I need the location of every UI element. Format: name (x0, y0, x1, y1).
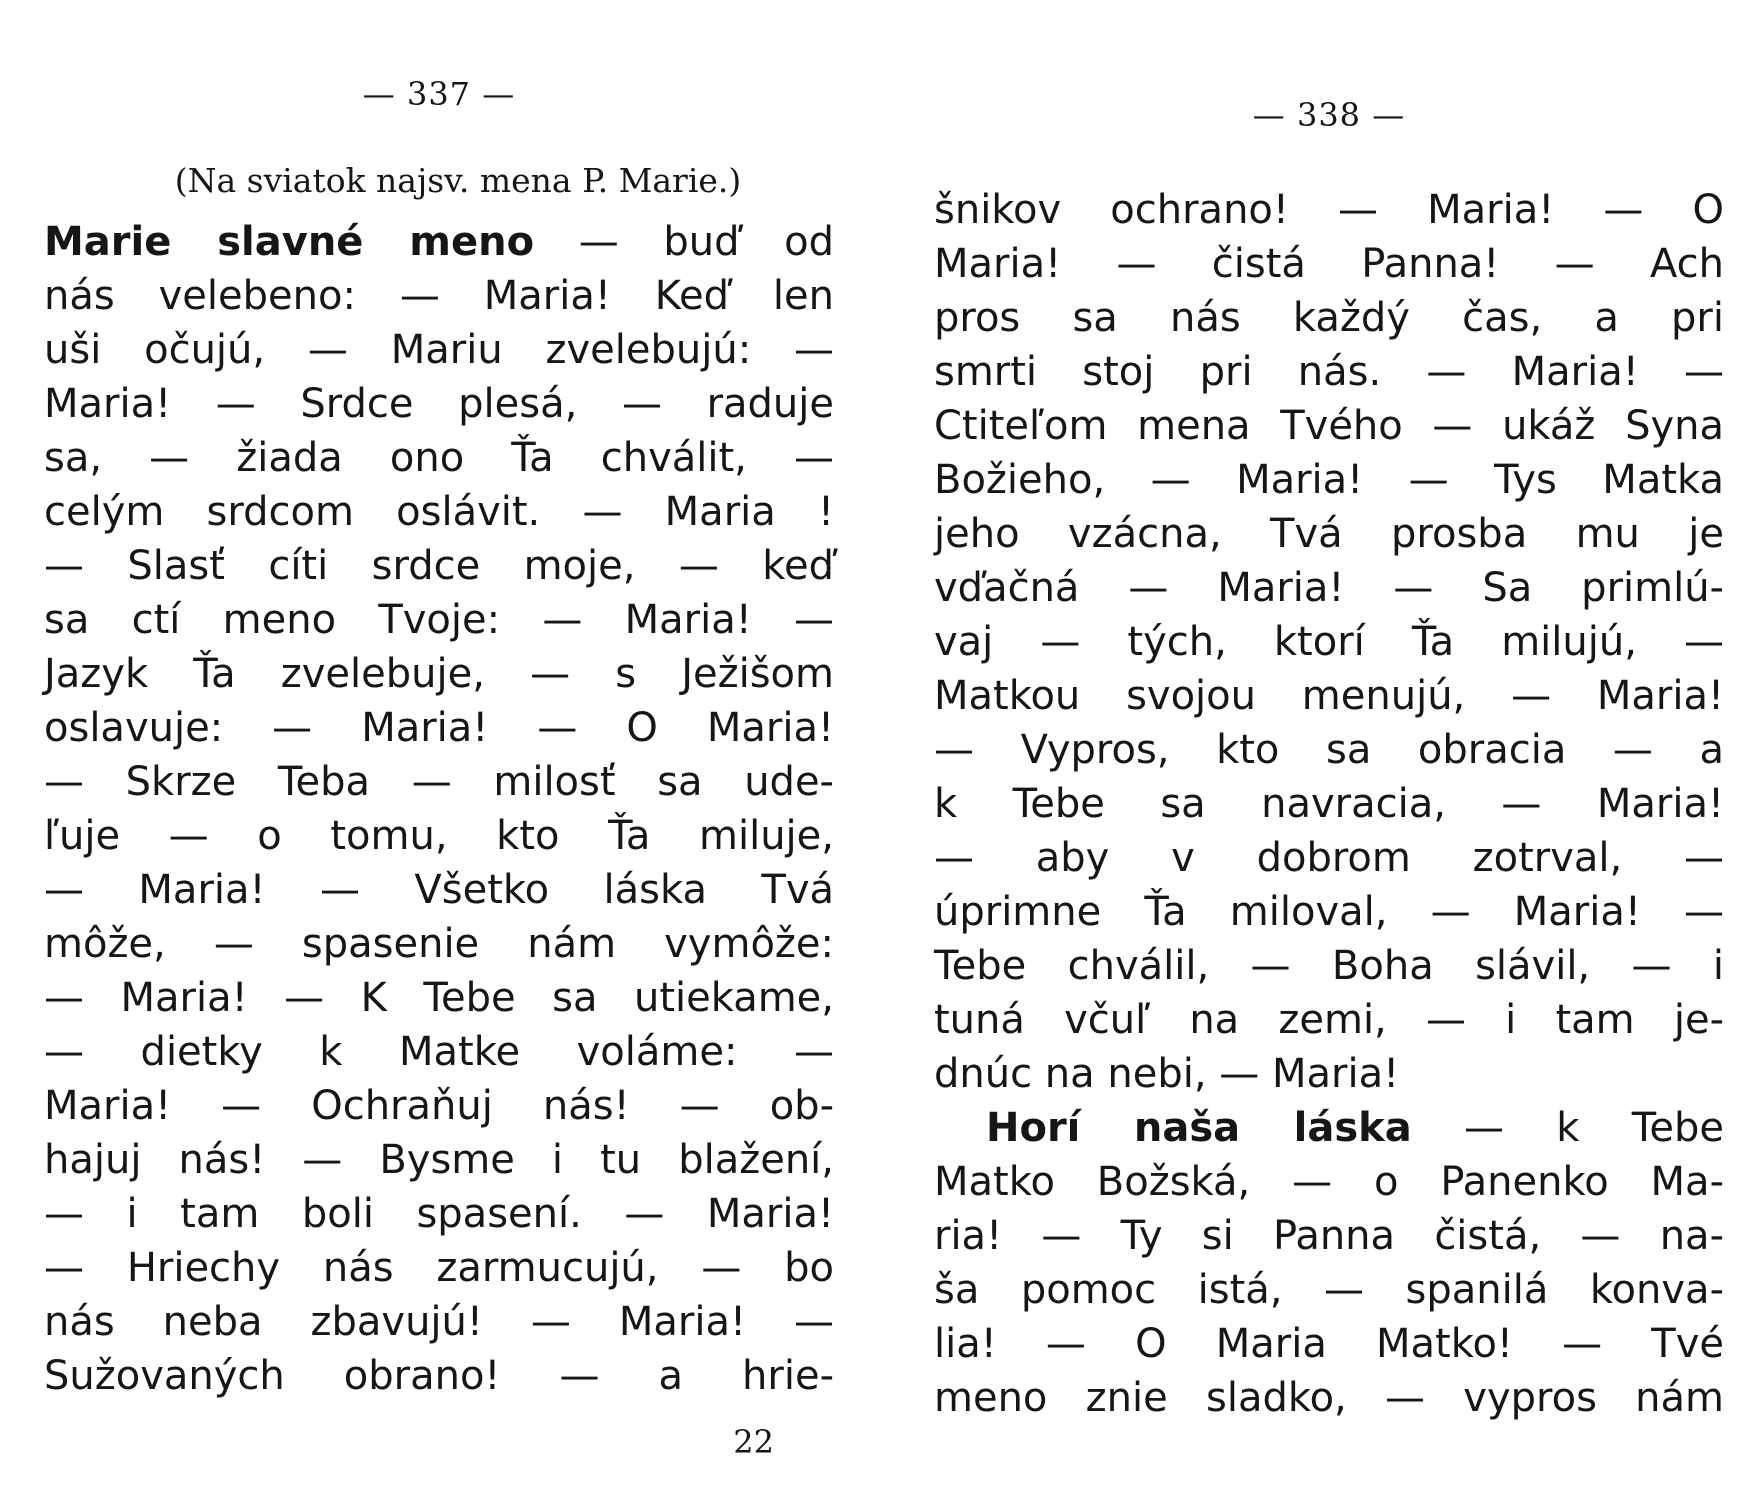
text-line: pros sa nás každý čas, a pri (934, 295, 1724, 341)
left-page-text (44, 215, 834, 1403)
page-caption: (Na sviatok najsv. mena P. Marie.) (174, 161, 742, 200)
text-line: Tebe chválil, — Boha slávil, — i (934, 943, 1724, 989)
text-line: lia! — O Maria Matko! — Tvé (934, 1321, 1724, 1367)
right-page-text (934, 183, 1724, 1425)
right-page (934, 0, 1724, 1500)
text-line: tuná včuľ na zemi, — i tam je- (934, 997, 1724, 1043)
text-line: hajuj nás! — Bysme i tu blažení, (44, 1137, 834, 1183)
text-line: Sužovaných obrano! — a hrie- (44, 1353, 834, 1399)
text-line: vďačná — Maria! — Sa primlú- (934, 565, 1724, 611)
text-line: — Slasť cíti srdce moje, — keď (44, 543, 834, 589)
text-line: ria! — Ty si Panna čistá, — na- (934, 1213, 1724, 1259)
text-line: Maria! — Ochraňuj nás! — ob- (44, 1083, 834, 1129)
text-line-rest: — k Tebe (1411, 1105, 1724, 1151)
text-line: — i tam boli spasení. — Maria! (44, 1191, 834, 1237)
text-line: smrti stoj pri nás. — Maria! — (934, 349, 1724, 395)
text-line: Matkou svojou menujú, — Maria! (934, 673, 1724, 719)
text-line: šnikov ochrano! — Maria! — O (934, 187, 1724, 233)
text-line: Ctiteľom mena Tvého — ukáž Syna (934, 403, 1724, 449)
text-line: nás neba zbavujú! — Maria! — (44, 1299, 834, 1345)
text-line-rest: — buď od (534, 219, 834, 265)
signature-mark: 22 (733, 1423, 774, 1461)
text-line: nás velebeno: — Maria! Keď len (44, 273, 834, 319)
text-line: sa ctí meno Tvoje: — Maria! — (44, 597, 834, 643)
text-line: — Skrze Teba — milosť sa ude- (44, 759, 834, 805)
text-line: jeho vzácna, Tvá prosba mu je (934, 511, 1724, 557)
text-line: — Vypros, kto sa obracia — a (934, 727, 1724, 773)
text-line: Maria! — Srdce plesá, — raduje (44, 381, 834, 427)
text-line: — Maria! — K Tebe sa utiekame, (44, 975, 834, 1021)
text-line: ša pomoc istá, — spanilá konva- (934, 1267, 1724, 1313)
text-line: uši očujú, — Mariu zvelebujú: — (44, 327, 834, 373)
text-line (934, 1101, 1724, 1155)
text-line: — aby v dobrom zotrval, — (934, 835, 1724, 881)
text-line: vaj — tých, ktorí Ťa milujú, — (934, 619, 1724, 665)
text-line: Božieho, — Maria! — Tys Matka (934, 457, 1724, 503)
text-line: dnúc na nebi, — Maria! (934, 1051, 1400, 1097)
text-line: môže, — spasenie nám vymôže: (44, 921, 834, 967)
text-line: oslavuje: — Maria! — O Maria! (44, 705, 834, 751)
bold-heading-phrase: Horí naša láska (986, 1105, 1412, 1151)
text-line: meno znie sladko, — vypros nám (934, 1375, 1724, 1421)
text-line: — dietky k Matke voláme: — (44, 1029, 834, 1075)
text-line: Jazyk Ťa zvelebuje, — s Ježišom (44, 651, 834, 697)
left-page (44, 0, 834, 1500)
page-number-left: — 337 — (362, 75, 516, 113)
text-line: sa, — žiada ono Ťa chválit, — (44, 435, 834, 481)
text-line: celým srdcom oslávit. — Maria ! (44, 489, 834, 535)
text-line (44, 215, 834, 269)
text-line: — Hriechy nás zarmucujú, — bo (44, 1245, 834, 1291)
text-line: úprimne Ťa miloval, — Maria! — (934, 889, 1724, 935)
text-line: ľuje — o tomu, kto Ťa miluje, (44, 813, 834, 859)
text-line: — Maria! — Všetko láska Tvá (44, 867, 834, 913)
text-line: k Tebe sa navracia, — Maria! (934, 781, 1724, 827)
text-line: Maria! — čistá Panna! — Ach (934, 241, 1724, 287)
bold-heading-phrase: Marie slavné meno (44, 219, 535, 265)
page-number-right: — 338 — (1252, 96, 1406, 134)
text-line: Matko Božská, — o Panenko Ma- (934, 1159, 1724, 1205)
